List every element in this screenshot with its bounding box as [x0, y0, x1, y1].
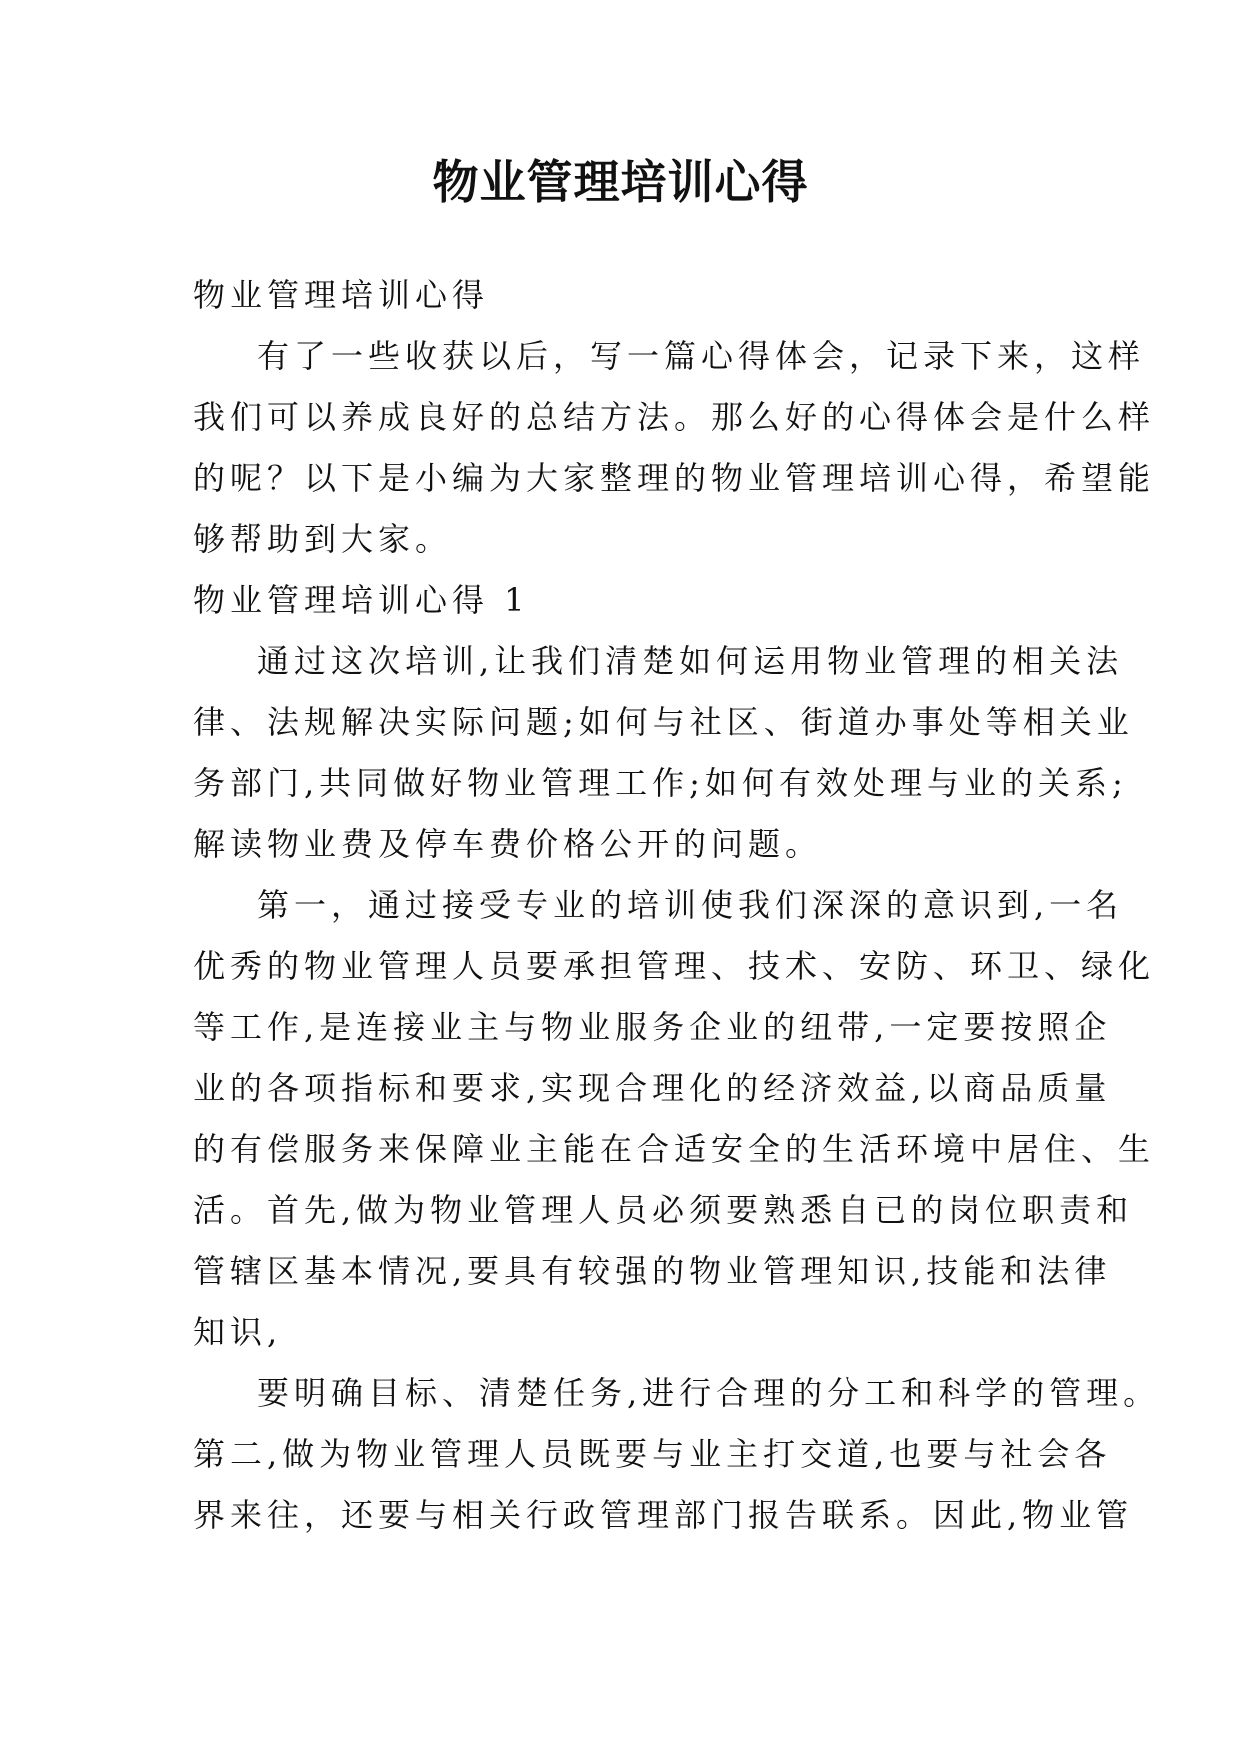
intro-line: 的呢？以下是小编为大家整理的物业管理培训心得，希望能: [193, 459, 1156, 497]
paragraph-line: 业的各项指标和要求,实现合理化的经济效益,以商品质量: [193, 1069, 1112, 1107]
paragraph-line: 要明确目标、清楚任务,进行合理的分工和科学的管理。: [257, 1374, 1161, 1412]
document-title: 物业管理培训心得: [432, 155, 809, 209]
intro-heading: 物业管理培训心得: [193, 276, 490, 314]
paragraph-line: 界来往，还要与相关行政管理部门报告联系。因此,物业管: [193, 1496, 1134, 1534]
paragraph-line: 等工作,是连接业主与物业服务企业的纽带,一定要按照企: [193, 1008, 1112, 1046]
paragraph-line: 通过这次培训,让我们清楚如何运用物业管理的相关法: [257, 642, 1124, 680]
intro-section: [193, 265, 1156, 570]
paragraph-line: 第二,做为物业管理人员既要与业主打交道,也要与社会各: [193, 1435, 1112, 1473]
paragraph-line: 管辖区基本情况,要具有较强的物业管理知识,技能和法律: [193, 1252, 1112, 1290]
paragraph-line: 知识,: [193, 1313, 283, 1351]
paragraph-line: 活。首先,做为物业管理人员必须要熟悉自已的岗位职责和: [193, 1191, 1134, 1229]
paragraph-line: 务部门,共同做好物业管理工作;如何有效处理与业的关系;: [193, 764, 1128, 802]
paragraph-line: 律、法规解决实际问题;如何与社区、街道办事处等相关业: [193, 703, 1134, 741]
intro-line: 有了一些收获以后，写一篇心得体会，记录下来，这样: [257, 337, 1146, 375]
paragraph-line: 优秀的物业管理人员要承担管理、技术、安防、环卫、绿化: [193, 947, 1156, 985]
section-1: [193, 570, 1161, 1546]
paragraph-line: 第一，通过接受专业的培训使我们深深的意识到,一名: [257, 886, 1124, 924]
paragraph-line: 解读物业费及停车费价格公开的问题。: [193, 825, 823, 863]
intro-line: 够帮助到大家。: [193, 520, 453, 558]
paragraph-line: 的有偿服务来保障业主能在合适安全的生活环境中居住、生: [193, 1130, 1156, 1168]
intro-line: 我们可以养成良好的总结方法。那么好的心得体会是什么样: [193, 398, 1156, 436]
section-heading: 物业管理培训心得 1: [193, 581, 530, 619]
